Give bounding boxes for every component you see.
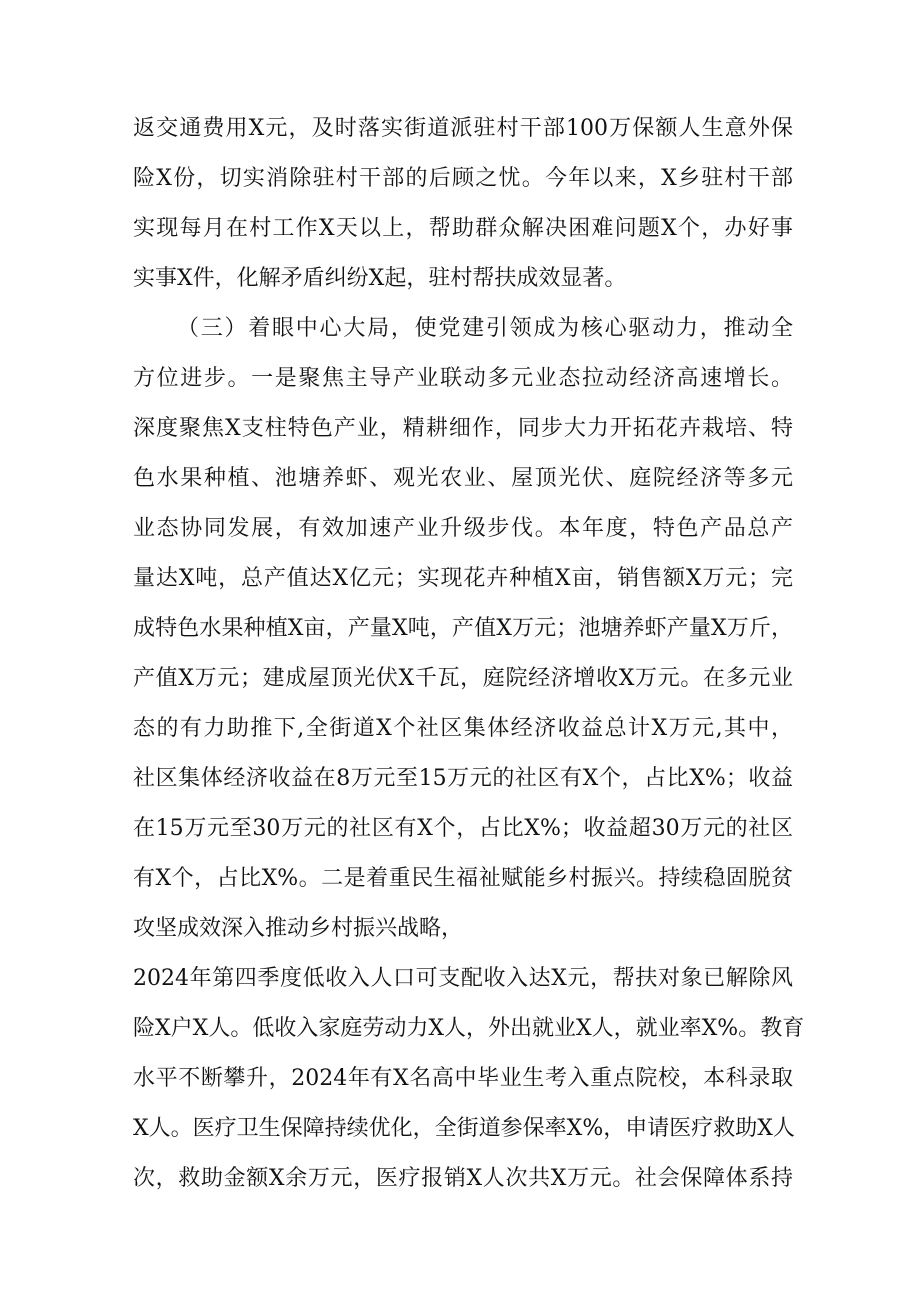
paragraph-line: 态的有力助推下,全街道X个社区集体经济收益总计X万元,其中，	[133, 716, 794, 741]
paragraph-line: 实现每月在村工作X天以上，帮助群众解决困难问题X个，办好事	[133, 216, 793, 241]
paragraph-line: 攻坚成效深入推动乡村振兴战略，	[133, 916, 464, 941]
paragraph-line: 色水果种植、池塘养虾、观光农业、屋顶光伏、庭院经济等多元	[133, 466, 793, 491]
paragraph-line: 险X户X人。低收入家庭劳动力X人，外出就业X人，就业率X%。教育	[133, 1016, 805, 1041]
paragraph-line: 深度聚焦X支柱特色产业，精耕细作，同步大力开拓花卉栽培、特	[133, 416, 793, 441]
paragraph-line: 水平不断攀升，2024年有X名高中毕业生考入重点院校，本科录取	[133, 1066, 793, 1091]
paragraph-line: 产值X万元；建成屋顶光伏X千瓦，庭院经济增收X万元。在多元业	[133, 666, 793, 691]
paragraph-line: 成特色水果种植X亩，产量X吨，产值X万元；池塘养虾产量X万斤，	[133, 616, 793, 641]
section-heading-line: （三）着眼中心大局，使党建引领成为核心驱动力，推动全	[177, 316, 793, 341]
paragraph-line: 业态协同发展，有效加速产业升级步伐。本年度，特色产品总产	[133, 516, 793, 541]
paragraph-line: 次，救助金额X余万元，医疗报销X人次共X万元。社会保障体系持	[133, 1166, 793, 1191]
paragraph-line: 社区集体经济收益在8万元至15万元的社区有X个，占比X%；收益	[133, 766, 793, 791]
paragraph-line: X人。医疗卫生保障持续优化，全街道参保率X%，申请医疗救助X人	[133, 1116, 795, 1141]
paragraph-line: 返交通费用X元，及时落实街道派驻村干部100万保额人生意外保	[133, 116, 793, 141]
paragraph-line: 量达X吨，总产值达X亿元；实现花卉种植X亩，销售额X万元；完	[133, 566, 793, 591]
paragraph-line: 实事X件，化解矛盾纠纷X起，驻村帮扶成效显著。	[133, 266, 627, 291]
paragraph-line: 在15万元至30万元的社区有X个，占比X%；收益超30万元的社区	[133, 816, 793, 841]
paragraph-line: 险X份，切实消除驻村干部的后顾之忧。今年以来，X乡驻村干部	[133, 166, 793, 191]
paragraph-line: 方位进步。一是聚焦主导产业联动多元业态拉动经济高速增长。	[133, 366, 793, 391]
paragraph-line: 2024年第四季度低收入人口可支配收入达X元，帮扶对象已解除风	[133, 966, 793, 991]
paragraph-line: 有X个，占比X%。二是着重民生福祉赋能乡村振兴。持续稳固脱贫	[133, 866, 793, 891]
